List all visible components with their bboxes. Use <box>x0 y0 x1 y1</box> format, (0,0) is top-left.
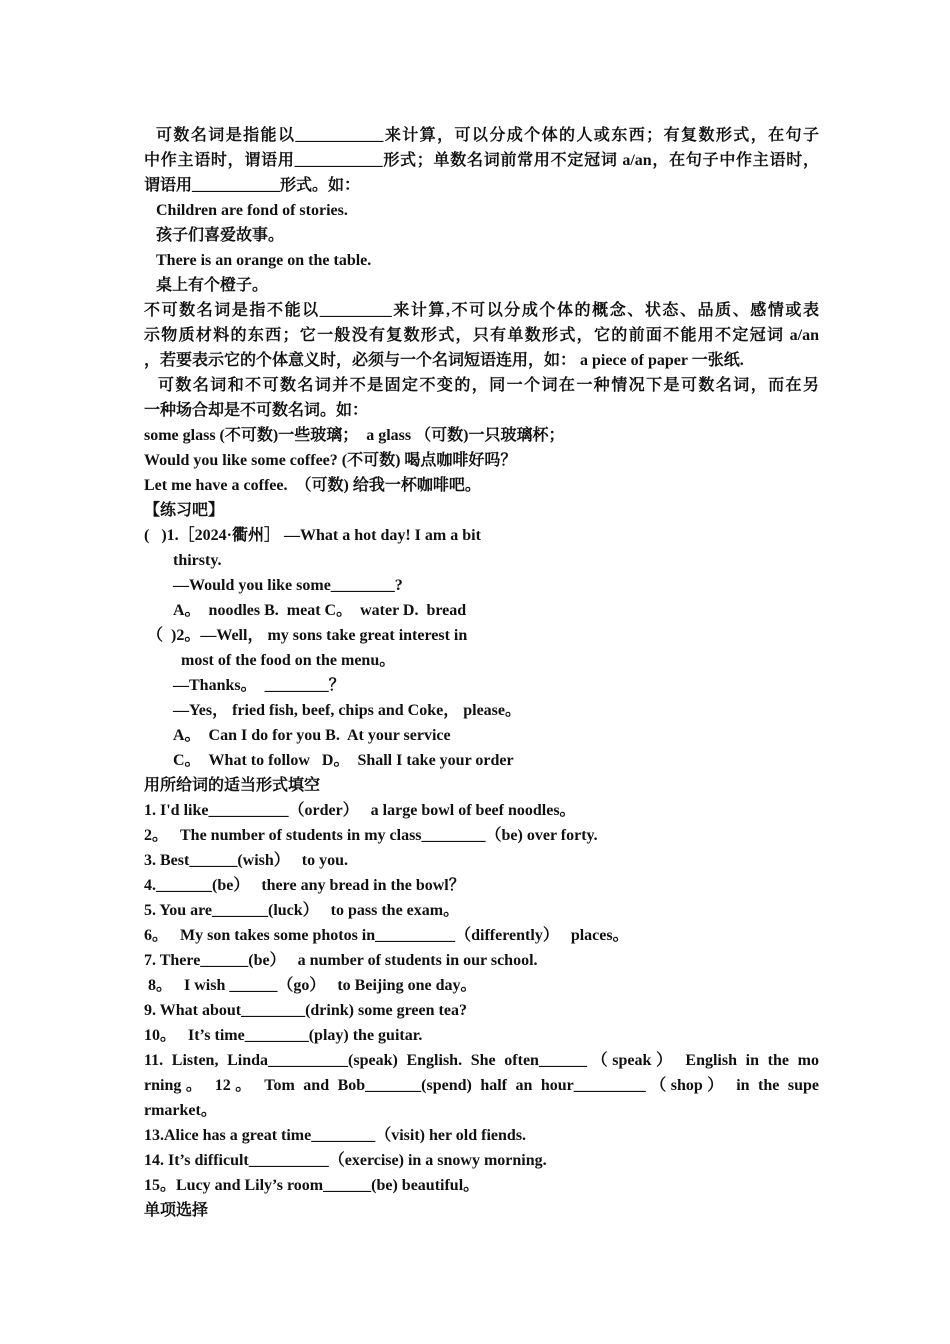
text-line: most of the food on the menu。 <box>181 652 396 669</box>
text-line: 示物质材料的东西；它一般没有复数形式，只有单数形式，它的前面不能用不定冠词 a/an <box>144 327 819 344</box>
text-line: 谓语用___________形式。如： <box>144 177 361 194</box>
text-line: —Yes， fried fish, beef, chips and Coke， please。 <box>173 702 522 719</box>
text-line: 可数名词是指能以___________来计算，可以分成个体的人或东西；有复数形式，在句子 <box>156 127 819 144</box>
text-line: rmarket。 <box>144 1102 217 1119</box>
text-line: 10。 It’s time________(play) the guitar. <box>144 1027 423 1044</box>
text-line: 一种场合却是不可数名词。如： <box>144 402 369 419</box>
text-line: 4._______(be） there any bread in the bowl？ <box>144 877 465 894</box>
text-line: —Thanks。 ________？ <box>173 677 345 694</box>
text-line: 【练习吧】 <box>144 502 225 519</box>
text-line: 孩子们喜爱故事。 <box>156 227 285 244</box>
text-line: Children are fond of stories. <box>156 202 348 219</box>
text-line: 6。 My son takes some photos in__________（differently） places。 <box>144 927 629 944</box>
text-line: 不可数名词是指不能以_________来计算,不可以分成个体的概念、状态、品质、感情或表 <box>144 302 819 319</box>
text-line: Let me have a coffee. （可数) 给我一杯咖啡吧。 <box>144 477 481 494</box>
text-line: （ )2。—Well， my sons take great interest in <box>147 627 468 644</box>
text-line: 13.Alice has a great time________（visit) her old fiends. <box>144 1127 527 1144</box>
text-line: 9. What about________(drink) some green tea? <box>144 1002 467 1019</box>
text-line: 11. Listen, Linda__________(speak) English. She often______（speak） English in the mo <box>144 1052 819 1069</box>
text-line: Would you like some coffee? (不可数) 喝点咖啡好吗？ <box>144 452 517 469</box>
text-line: 15。Lucy and Lily’s room______(be) beautiful。 <box>144 1177 480 1194</box>
text-line: 1. I'd like__________（order） a large bowl of beef noodles。 <box>144 802 576 819</box>
text-line: C。 What to follow D。 Shall I take your order <box>173 752 514 769</box>
text-line: thirsty. <box>173 552 222 569</box>
text-line: some glass (不可数)一些玻璃； a glass （可数)一只玻璃杯； <box>144 427 565 444</box>
text-line: 用所给词的适当形式填空 <box>144 777 321 794</box>
text-line: 中作主语时，谓语用___________形式；单数名词前常用不定冠词 a/an，在句子中作主语时， <box>144 152 819 169</box>
text-line: 5. You are_______(luck） to pass the exam。 <box>144 902 460 919</box>
document-page <box>144 123 819 1223</box>
text-line: ( )1.［2024·衢州］ —What a hot day! I am a bit <box>144 527 481 544</box>
text-line: 8。 I wish ______（go） to Beijing one day。 <box>144 977 477 994</box>
text-line: 桌上有个橙子。 <box>156 277 269 294</box>
text-line: ，若要表示它的个体意义时，必须与一个名词短语连用，如： a piece of paper 一张纸. <box>144 352 744 369</box>
text-line: rning。 12。 Tom and Bob_______(spend) half an hour_________（shop） in the supe <box>144 1077 819 1094</box>
text-line: 2。 The number of students in my class________（be) over forty. <box>144 827 598 844</box>
text-line: 7. There______(be） a number of students in our school. <box>144 952 538 969</box>
text-line: 3. Best______(wish） to you. <box>144 852 349 869</box>
text-line: 14. It’s difficult__________（exercise) in a snowy morning. <box>144 1152 547 1169</box>
text-line: A。 noodles B. meat C。 water D. bread <box>173 602 467 619</box>
text-line: 可数名词和不可数名词并不是固定不变的，同一个词在一种情况下是可数名词，而在另 <box>158 377 819 394</box>
text-line: There is an orange on the table. <box>156 252 372 269</box>
text-line: —Would you like some________? <box>173 577 403 594</box>
text-line: A。 Can I do for you B. At your service <box>173 727 451 744</box>
text-line: 单项选择 <box>144 1202 209 1219</box>
